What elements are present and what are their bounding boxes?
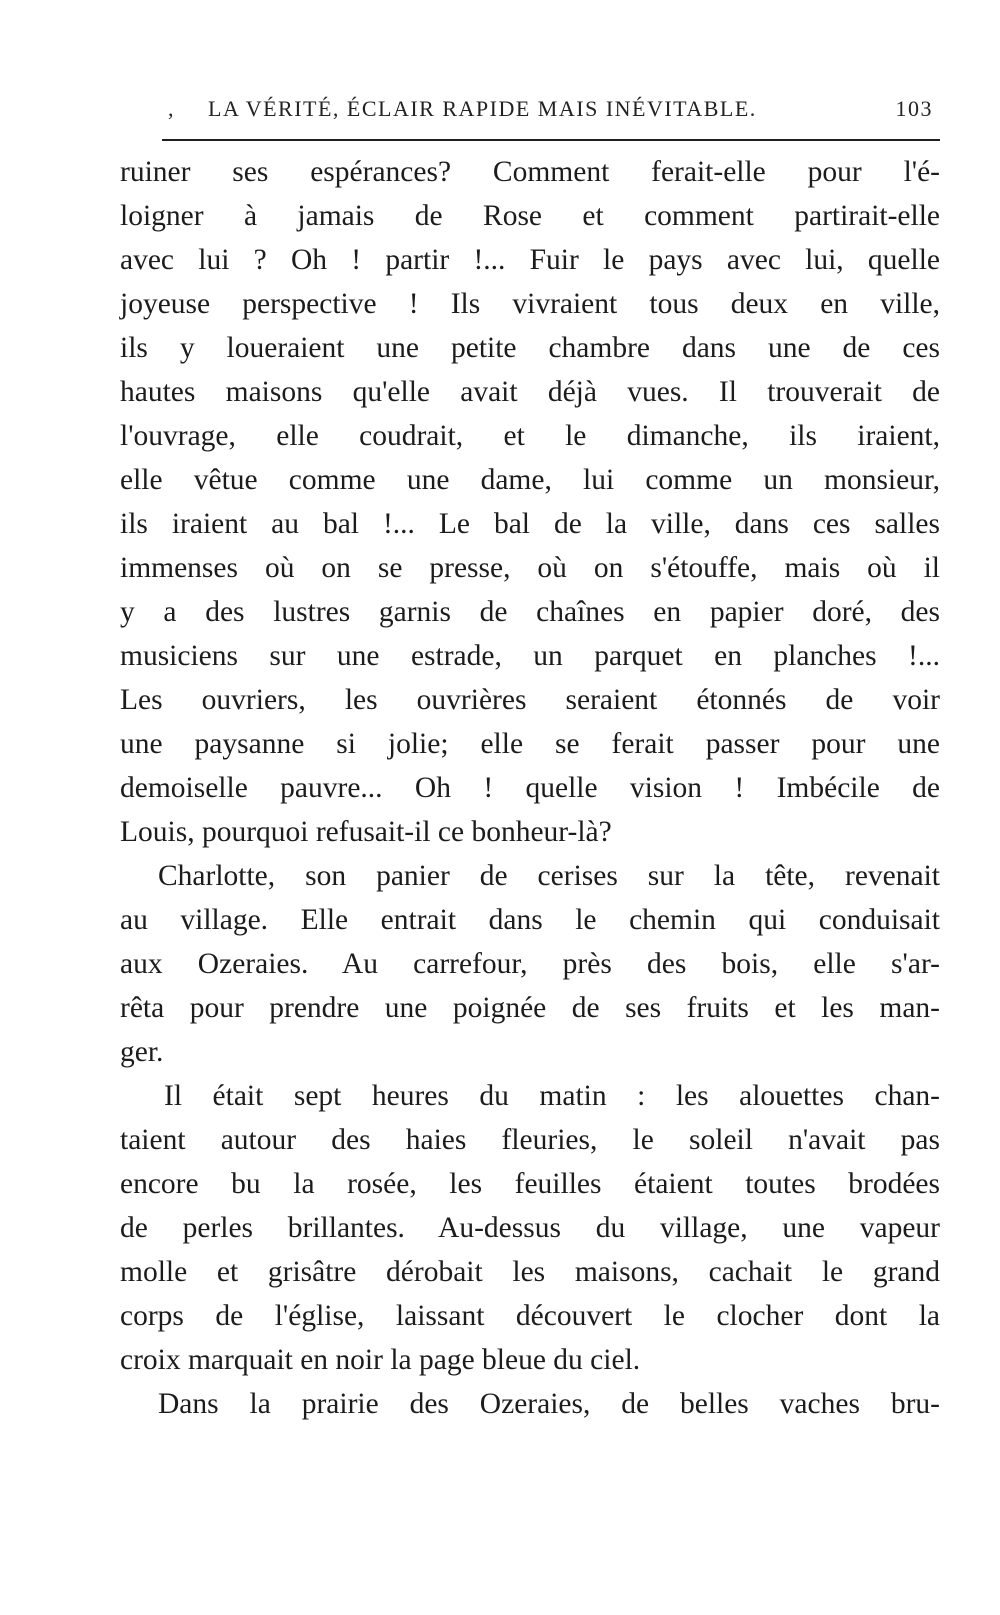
text-line: Louis, pourquoi refusait-il ce bonheur-là? <box>120 816 612 848</box>
text-line: demoiselle pauvre... Oh ! quelle vision ! Imbécile de <box>120 772 940 804</box>
text-line: ils iraient au bal !... Le bal de la ville, dans ces salles <box>120 508 940 540</box>
header-rule <box>162 139 940 141</box>
text-line: encore bu la rosée, les feuilles étaient toutes brodées <box>120 1168 940 1200</box>
text-line: ils y loueraient une petite chambre dans une de ces <box>120 332 940 364</box>
text-line: Il était sept heures du matin : les alouettes chan- <box>164 1080 940 1112</box>
text-line: Les ouvriers, les ouvrières seraient étonnés de voir <box>120 684 940 716</box>
text-line: corps de l'église, laissant découvert le clocher dont la <box>120 1300 940 1332</box>
text-line: taient autour des haies fleuries, le soleil n'avait pas <box>120 1124 940 1156</box>
text-line: de perles brillantes. Au-dessus du village, une vapeur <box>120 1212 940 1244</box>
text-line: immenses où on se presse, où on s'étouffe, mais où il <box>120 552 940 584</box>
text-line: ger. <box>120 1036 164 1068</box>
text-line: au village. Elle entrait dans le chemin qui conduisait <box>120 904 940 936</box>
text-line: aux Ozeraies. Au carrefour, près des bois, elle s'ar- <box>120 948 940 980</box>
body-text <box>120 150 940 1426</box>
text-line: joyeuse perspective ! Ils vivraient tous deux en ville, <box>120 288 940 320</box>
text-line: hautes maisons qu'elle avait déjà vues. Il trouverait de <box>120 376 940 408</box>
text-line: une paysanne si jolie; elle se ferait passer pour une <box>120 728 940 760</box>
text-line: Charlotte, son panier de cerises sur la tête, revenait <box>158 860 940 892</box>
text-line: loigner à jamais de Rose et comment partirait-elle <box>120 200 940 232</box>
text-line: y a des lustres garnis de chaînes en papier doré, des <box>120 596 940 628</box>
running-title: LA VÉRITÉ, ÉCLAIR RAPIDE MAIS INÉVITABLE. <box>208 96 757 121</box>
text-line: ruiner ses espérances? Comment ferait-elle pour l'é- <box>120 156 940 188</box>
page-number: 103 <box>895 96 933 121</box>
text-line: Dans la prairie des Ozeraies, de belles vaches bru- <box>158 1388 940 1420</box>
text-line: molle et grisâtre dérobait les maisons, cachait le grand <box>120 1256 940 1288</box>
running-header <box>168 96 933 130</box>
text-line: musiciens sur une estrade, un parquet en planches !... <box>120 640 940 672</box>
header-mark: , <box>168 96 175 121</box>
text-line: l'ouvrage, elle coudrait, et le dimanche, ils iraient, <box>120 420 940 452</box>
text-line: avec lui ? Oh ! partir !... Fuir le pays avec lui, quelle <box>120 244 940 276</box>
text-line: croix marquait en noir la page bleue du ciel. <box>120 1344 641 1376</box>
text-line: elle vêtue comme une dame, lui comme un monsieur, <box>120 464 940 496</box>
text-line: rêta pour prendre une poignée de ses fruits et les man- <box>120 992 940 1024</box>
